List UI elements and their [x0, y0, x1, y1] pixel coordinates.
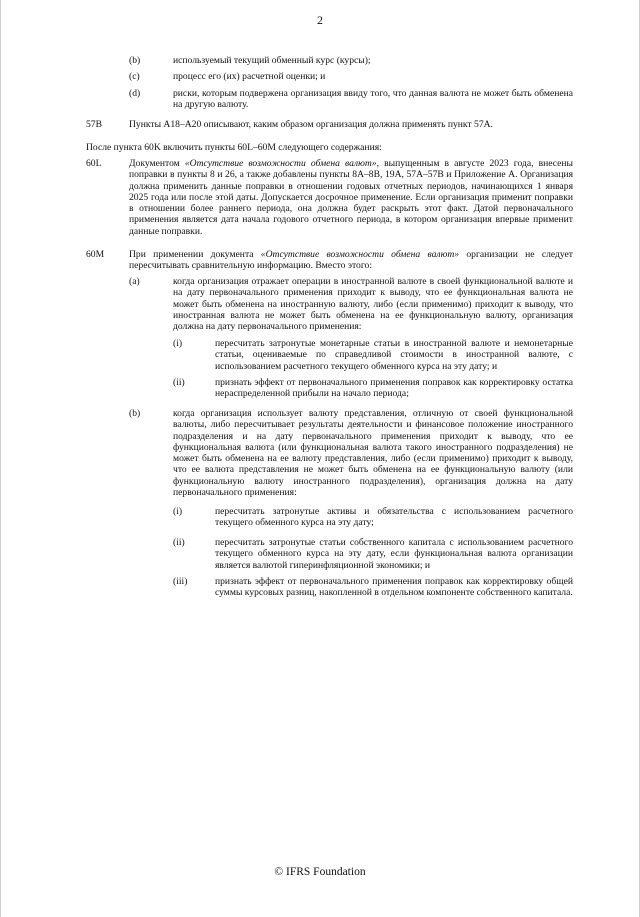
list-item-text: риски, которым подвержена организация ввиду того, что данная валюта не может быть обменена на другую валюту.: [173, 88, 573, 111]
paragraph-60m-text: При применении документа «Отсутствие возможности обмена валют» организации не следует пересчитывать сравнительную информацию. Вместо этого:: [129, 249, 573, 272]
paragraph-number-57b: 57B: [86, 119, 102, 130]
item-label-ii: (ii): [173, 537, 185, 548]
document-title: «Отсутствие возможности обмена валют»: [184, 158, 377, 169]
item-label-iii: (iii): [173, 576, 188, 587]
item-text: пересчитать затронутые статьи собственного капитала с использованием расчетного текущего обменного курса на эту дату, если функциональная валюта организации является валютой гиперинфляционной экономики; и: [215, 537, 573, 571]
item-label-i: (i): [173, 506, 183, 517]
item-text: признать эффект от первоначального применения поправок как корректировку общей суммы курсовых разниц, накопленной в отдельном компоненте собственного капитала.: [215, 576, 573, 599]
paragraph-number-60l: 60L: [86, 158, 102, 169]
subparagraph-label-a: (a): [129, 276, 140, 287]
item-label-ii: (ii): [173, 377, 185, 388]
list-label-d: (d): [129, 88, 141, 99]
document-title: «Отсутствие возможности обмена валют»: [260, 249, 460, 260]
list-item-text: процесс его (их) расчетной оценки; и: [173, 71, 326, 82]
item-text: признать эффект от первоначального применения поправок как корректировку остатка нераспределенной прибыли на начало периода;: [215, 377, 573, 400]
subparagraph-b-text: когда организация использует валюту представления, отличную от своей функциональной валюты, либо пересчитывает результаты деятельности и финансовое положение иностранного подразделения и на дату первоначального применения приходит к выводу, что ее функциональная валюта (или функциональная валюта такого иностранного подразделения) не может быть обменена на ее валюту представления, либо (если применимо) приходит к выводу, что ее валюта представления не может быть обменена на ее функциональную валюту (или функциональную валюту иностранного подразделения), организация должна на дату первоначального применения:: [173, 408, 573, 499]
list-label-b: (b): [129, 55, 141, 66]
item-text: пересчитать затронутые монетарные статьи в иностранной валюте и немонетарные статьи, оцениваемые по справедливой стоимости в иностранной валюте, с использованием расчетного текущего обменного курса на эту дату; и: [215, 338, 573, 372]
subparagraph-a-text: когда организация отражает операции в иностранной валюте в своей функциональной валюте и на дату первоначального применения приходит к выводу, что ее функциональная валюта не может быть обменена на иностранную валюту, либо (если применимо) приходит к выводу, что иностранная валюта не может быть обменена на ее функциональную валюту, организация должна на дату первоначального применения:: [173, 276, 573, 333]
list-item-text: используемый текущий обменный курс (курсы);: [173, 55, 371, 66]
item-text: пересчитать затронутые активы и обязательства с использованием расчетного текущего обменного курса на эту дату;: [215, 506, 573, 529]
page-number: 2: [317, 13, 323, 27]
subparagraph-label-b: (b): [129, 408, 141, 419]
list-label-c: (c): [129, 71, 140, 82]
copyright-footer: © IFRS Foundation: [274, 866, 366, 878]
item-label-i: (i): [173, 338, 183, 349]
amendment-instruction: После пункта 60K включить пункты 60L–60M следующего содержания:: [86, 142, 382, 153]
paragraph-number-60m: 60M: [86, 249, 105, 260]
paragraph-60l-text: Документом «Отсутствие возможности обмена валют», выпущенным в августе 2023 года, внесены поправки в пункты 8 и 26, а также добавлены пункты 8А–8В, 19А, 57А–57В и Приложение А. Организация должна применить данные поправки в отношении годовых отчетных периодов, начинающихся 1 января 2025 года или после этой даты. Допускается досрочное применение. Если организация применит поправки в отношении более раннего периода, она должна будет раскрыть этот факт. Датой первоначального применения является дата начала годового отчетного периода, в котором организация впервые применит данные поправки.: [129, 158, 574, 237]
paragraph-57b-text: Пункты А18–А20 описывают, каким образом организация должна применять пункт 57А.: [129, 119, 493, 130]
